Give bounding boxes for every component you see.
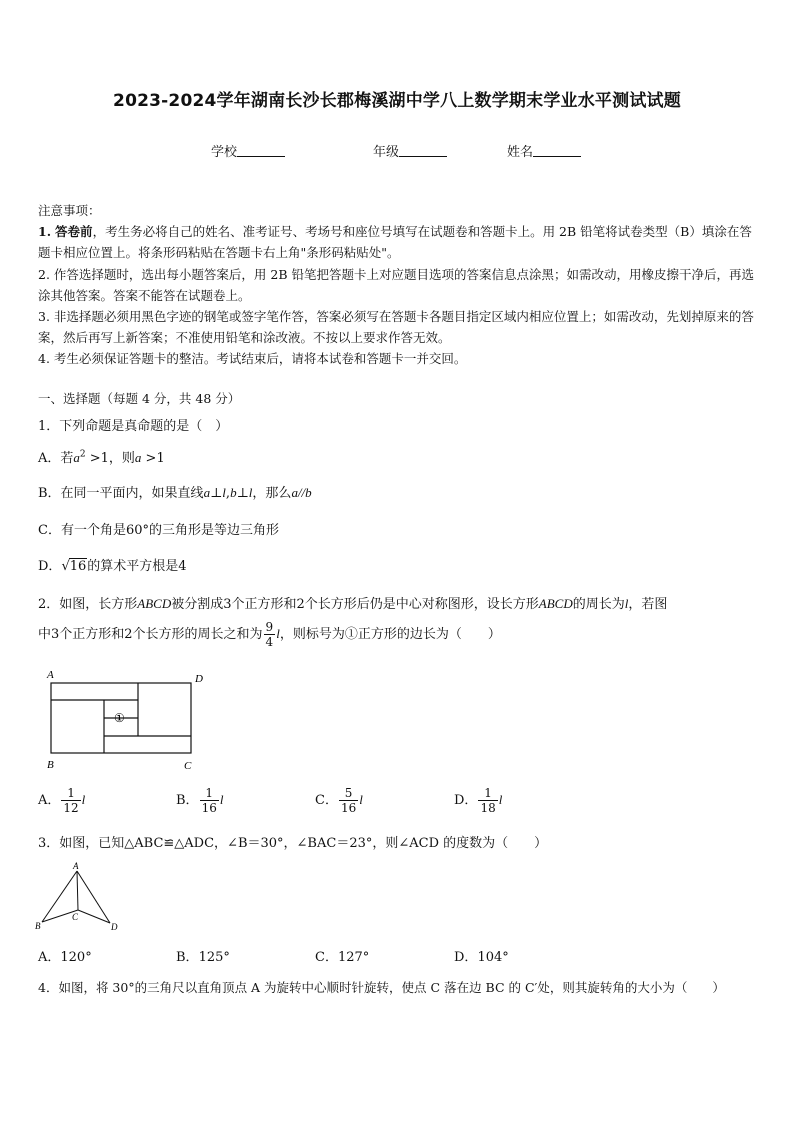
notice-item-1-bold: 答卷前	[55, 224, 93, 239]
school-blank	[237, 144, 285, 157]
q3-option-c	[315, 946, 369, 965]
q2-option-d	[454, 786, 502, 815]
q2-opt-b-var: l	[219, 792, 224, 807]
notice-item-2: 2. 作答选择题时，选出每小题答案后，用 2B 铅笔把答题卡上对应题目选项的答案信息点涂黑；如需改动，用橡皮擦干净后，再选涂其他答案。答案不能答在试题卷上。	[38, 267, 754, 303]
q1-b-prefix: B．在同一平面内，如果直线	[38, 486, 204, 501]
q2-label-c: C	[184, 760, 192, 772]
q1-b-perp2: ⊥	[236, 486, 249, 501]
q3-opt-c-value: 127°	[337, 950, 370, 965]
q2-s2b: ，则标号为①正方形的边长为（ ）	[279, 627, 501, 642]
q3-opt-c-label: C．	[315, 950, 338, 965]
q1-b-perp: ⊥	[210, 486, 223, 501]
q2-opt-c-den: 16	[340, 801, 357, 815]
q1-option-b	[38, 482, 312, 501]
q2-s1a: 2．如图，长方形	[38, 597, 138, 612]
q3-stem: 3．如图，已知△ABC≌△ADC，∠B＝30°，∠BAC＝23°，则∠ACD 的度数为（ ）	[38, 836, 548, 851]
q1-b-a: a	[203, 485, 211, 500]
q2-opt-d-var: l	[498, 792, 503, 807]
page-title: 2023-2024学年湖南长沙长郡梅溪湖中学八上数学期末学业水平测试试题	[113, 91, 681, 111]
q1-b-l: l	[222, 485, 226, 500]
q2-s1d: ，若图	[628, 597, 668, 612]
q2-opt-b-label: B．	[176, 793, 199, 808]
q1-d-radicand: 16	[69, 559, 87, 574]
q2-opt-c-var: l	[359, 792, 363, 807]
q1-a-exponent: 2	[79, 449, 86, 460]
q2-opt-d-label: D．	[454, 793, 478, 808]
q1-stem: 1．下列命题是真命题的是（ ）	[38, 419, 229, 434]
q3-side-ad	[77, 871, 110, 923]
q1-option-d	[38, 555, 187, 574]
name-label: 姓名	[507, 145, 534, 160]
name-field	[507, 141, 581, 160]
q1-b-b: b	[230, 485, 237, 500]
q1-option-a	[38, 447, 165, 466]
school-field	[211, 141, 285, 160]
q3-side-cd	[78, 910, 110, 923]
notice-item-1-text: ，考生务必将自己的姓名、准考证号、考场号和座位号填写在试题卷和答题卡上。用 2B 铅笔将试卷类型（B）填涂在答题卡相应位置上。将条形码粘贴在答题卡右上角"条形码粘贴处"。	[38, 224, 752, 260]
q2-frac-num: 9	[265, 620, 274, 634]
q3-opt-d-value: 104°	[477, 950, 509, 965]
q3-option-a	[38, 946, 92, 965]
q4-stem: 4．如图，将 30°的三角尺以直角顶点 A 为旋转中心顺时针旋转，使点 C 落在边 BC 的 C′处，则其旋转角的大小为（ ）	[38, 980, 725, 995]
q2-opt-c-label: C．	[315, 793, 338, 808]
q1-option-c: C．有一个角是60°的三角形是等边三角形	[38, 523, 279, 538]
q3-opt-b-label: B．	[176, 950, 199, 965]
q2-rectangle-figure	[44, 668, 214, 774]
q1-a-post: >1	[141, 451, 165, 466]
q2-opt-b-den: 16	[201, 801, 217, 815]
q2-opt-a-var: l	[81, 792, 86, 807]
q2-fraction	[264, 620, 276, 649]
q3-label-c: C	[72, 912, 79, 922]
q2-s2a: 中3个正方形和2个长方形的周长之和为	[38, 627, 263, 642]
q2-option-c	[315, 786, 363, 815]
q2-square-mark: ①	[114, 711, 125, 725]
q2-l: l	[624, 596, 629, 611]
q3-option-b	[176, 946, 230, 965]
q2-opt-d-num: 1	[478, 786, 497, 801]
q2-opt-d-frac	[478, 786, 497, 815]
q2-abcd2: ABCD	[538, 596, 573, 611]
q2-opt-a-frac	[61, 786, 80, 815]
notice-item-3: 3. 非选择题必须用黑色字迹的钢笔或签字笔作答，答案必须写在答题卡各题目指定区域内相应位置上；如需改动，先划掉原来的答案，然后再写上新答案；不准使用铅笔和涂改液。不按以上要求作答无效。	[38, 309, 754, 345]
q2-label-d: D	[195, 673, 203, 685]
q1-b-mid: ，那么	[252, 486, 292, 501]
q2-opt-b-frac	[200, 786, 219, 815]
q3-label-d: D	[111, 922, 118, 932]
name-blank	[533, 144, 581, 157]
q3-label-b: B	[35, 921, 41, 931]
q1-b-parallel: //	[297, 485, 306, 500]
q3-opt-a-label: A．	[38, 950, 61, 965]
q2-opt-b-num: 1	[200, 786, 219, 801]
q2-opt-c-num: 5	[339, 786, 358, 801]
q3-triangle-figure	[34, 860, 124, 936]
grade-label: 年级	[373, 145, 400, 160]
q2-label-a: A	[47, 669, 54, 681]
q1-b-a2: a	[291, 485, 298, 500]
q2-stem-line2	[38, 620, 501, 649]
grade-blank	[399, 144, 447, 157]
q3-opt-a-value: 120°	[60, 950, 92, 965]
q2-stem-line1	[38, 593, 667, 612]
q2-option-b	[176, 786, 223, 815]
q1-a-mid: >1，则	[85, 451, 135, 466]
q1-b-comma: ,	[225, 486, 231, 501]
school-label: 学校	[211, 145, 238, 160]
q2-opt-a-num: 1	[61, 786, 80, 801]
q1-b-b2: b	[305, 485, 312, 500]
q2-opt-a-label: A．	[38, 793, 61, 808]
q1-a-var2: a	[134, 450, 142, 465]
q2-s1b: 被分割成3个正方形和2个长方形后仍是中心对称图形，设长方形	[171, 597, 539, 612]
q2-opt-c-frac	[339, 786, 358, 815]
notice-heading: 注意事项：	[38, 203, 101, 218]
q2-option-a	[38, 786, 85, 815]
q2-label-b: B	[47, 759, 54, 771]
q2-l2: l	[276, 626, 280, 641]
q3-label-a: A	[73, 861, 79, 871]
grade-field	[373, 141, 447, 160]
section-heading: 一、选择题（每题 4 分，共 48 分）	[38, 391, 241, 406]
q1-b-l2: l	[248, 485, 253, 500]
q1-a-var: a	[73, 450, 80, 465]
q2-frac-den: 4	[265, 635, 274, 649]
q3-option-d	[454, 946, 509, 965]
q1-a-prefix: A．若	[38, 451, 74, 466]
q2-s1c: 的周长为	[572, 597, 625, 612]
q3-side-ac	[77, 871, 78, 910]
notice-item-1-num: 1.	[38, 224, 52, 239]
q2-abcd: ABCD	[137, 596, 172, 611]
q3-opt-d-label: D．	[454, 950, 478, 965]
sqrt-icon: √	[61, 559, 70, 574]
q2-opt-a-den: 12	[63, 801, 79, 815]
q3-opt-b-value: 125°	[198, 950, 230, 965]
q1-d-post: 的算术平方根是4	[87, 559, 187, 574]
q2-opt-d-den: 18	[480, 801, 496, 815]
notice-item-4: 4. 考生必须保证答题卡的整洁。考试结束后，请将本试卷和答题卡一并交回。	[38, 351, 467, 366]
q1-d-prefix: D．	[38, 559, 62, 574]
notice-item-1	[38, 221, 760, 263]
